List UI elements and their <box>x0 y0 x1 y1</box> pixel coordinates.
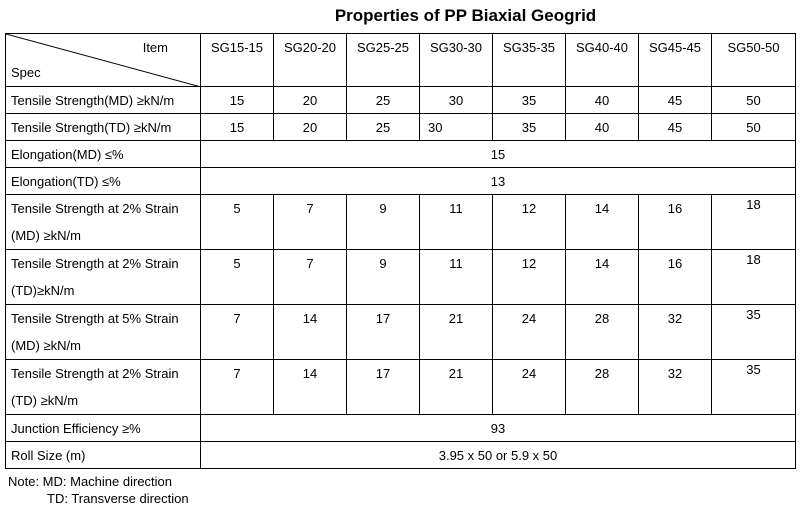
table-cell: 7 <box>201 305 274 360</box>
table-cell: 16 <box>639 250 712 305</box>
table-cell: 21 <box>420 360 493 415</box>
row-label-line1: Tensile Strength at 2% Strain <box>11 201 179 216</box>
row-label-line2: (TD)≥kN/m <box>11 283 75 298</box>
table-row <box>6 114 796 141</box>
table-cell: 35 <box>493 114 566 141</box>
table-cell: 32 <box>639 360 712 415</box>
table-cell: 14 <box>274 360 347 415</box>
table-cell: 18 <box>712 250 796 305</box>
table-cell: 5 <box>201 250 274 305</box>
table-row <box>6 250 796 305</box>
table-row <box>6 195 796 250</box>
table-row <box>6 360 796 415</box>
column-header: SG35-35 <box>493 34 566 87</box>
table-row <box>6 141 796 168</box>
table-row <box>6 168 796 195</box>
table-cell: 32 <box>639 305 712 360</box>
row-label-line1: Tensile Strength at 2% Strain <box>11 256 179 271</box>
row-label: Elongation(MD) ≤% <box>6 141 201 168</box>
row-label-line1: Tensile Strength at 5% Strain <box>11 311 179 326</box>
table-cell: 18 <box>712 195 796 250</box>
column-header: SG45-45 <box>639 34 712 87</box>
table-cell: 11 <box>420 195 493 250</box>
column-header: SG40-40 <box>566 34 639 87</box>
table-cell: 21 <box>420 305 493 360</box>
table-cell: 40 <box>566 114 639 141</box>
table-cell: 45 <box>639 114 712 141</box>
note-line: Note: MD: Machine direction <box>8 474 173 489</box>
row-label-line1: Tensile Strength at 2% Strain <box>11 366 179 381</box>
table-cell: 7 <box>274 195 347 250</box>
row-label-line2: (MD) ≥kN/m <box>11 228 81 243</box>
table-cell: 17 <box>347 305 420 360</box>
spanned-cell: 13 <box>201 168 796 195</box>
table-row <box>6 442 796 469</box>
spanned-cell: 93 <box>201 415 796 442</box>
table-cell: 25 <box>347 87 420 114</box>
column-header: SG25-25 <box>347 34 420 87</box>
item-label: Item <box>142 40 168 55</box>
table-cell: 24 <box>493 305 566 360</box>
table-cell: 9 <box>347 250 420 305</box>
table-cell: 35 <box>493 87 566 114</box>
column-header: SG50-50 <box>712 34 796 87</box>
table-cell: 30 <box>420 114 493 141</box>
table-cell: 24 <box>493 360 566 415</box>
header-row <box>6 34 796 87</box>
table-cell: 20 <box>274 87 347 114</box>
table-cell: 20 <box>274 114 347 141</box>
table-cell: 14 <box>274 305 347 360</box>
row-label: Roll Size (m) <box>6 442 201 469</box>
table-cell: 28 <box>566 305 639 360</box>
table-cell: 50 <box>712 87 796 114</box>
table-cell: 25 <box>347 114 420 141</box>
table-cell: 45 <box>639 87 712 114</box>
row-label <box>6 250 201 305</box>
table-cell: 12 <box>493 195 566 250</box>
item-spec-header-cell <box>6 34 201 87</box>
column-header: SG30-30 <box>420 34 493 87</box>
table-cell: 30 <box>420 87 493 114</box>
spanned-cell: 15 <box>201 141 796 168</box>
table-cell: 14 <box>566 195 639 250</box>
table-cell: 50 <box>712 114 796 141</box>
table-cell: 9 <box>347 195 420 250</box>
row-label <box>6 360 201 415</box>
table-cell: 17 <box>347 360 420 415</box>
table-cell: 5 <box>201 195 274 250</box>
column-header: SG15-15 <box>201 34 274 87</box>
row-label: Tensile Strength(TD) ≥kN/m <box>6 114 201 141</box>
note-line: TD: Transverse direction <box>47 491 189 506</box>
row-label: Tensile Strength(MD) ≥kN/m <box>6 87 201 114</box>
table-cell: 15 <box>201 87 274 114</box>
table-cell: 35 <box>712 305 796 360</box>
table-cell: 11 <box>420 250 493 305</box>
table-cell: 12 <box>493 250 566 305</box>
table-cell: 7 <box>201 360 274 415</box>
table-cell: 28 <box>566 360 639 415</box>
table-cell: 15 <box>201 114 274 141</box>
table-row <box>6 415 796 442</box>
table-row <box>6 87 796 114</box>
table-cell: 16 <box>639 195 712 250</box>
table-cell: 40 <box>566 87 639 114</box>
properties-table <box>5 33 796 469</box>
table-row <box>6 305 796 360</box>
table-cell: 35 <box>712 360 796 415</box>
row-label <box>6 305 201 360</box>
row-label: Junction Efficiency ≥% <box>6 415 201 442</box>
row-label <box>6 195 201 250</box>
table-cell: 7 <box>274 250 347 305</box>
table-cell: 14 <box>566 250 639 305</box>
spec-label: Spec <box>11 65 41 80</box>
row-label: Elongation(TD) ≤% <box>6 168 201 195</box>
spanned-cell: 3.95 x 50 or 5.9 x 50 <box>201 442 796 469</box>
table-title: Properties of PP Biaxial Geogrid <box>334 6 597 25</box>
row-label-line2: (TD) ≥kN/m <box>11 393 79 408</box>
row-label-line2: (MD) ≥kN/m <box>11 338 81 353</box>
column-header: SG20-20 <box>274 34 347 87</box>
